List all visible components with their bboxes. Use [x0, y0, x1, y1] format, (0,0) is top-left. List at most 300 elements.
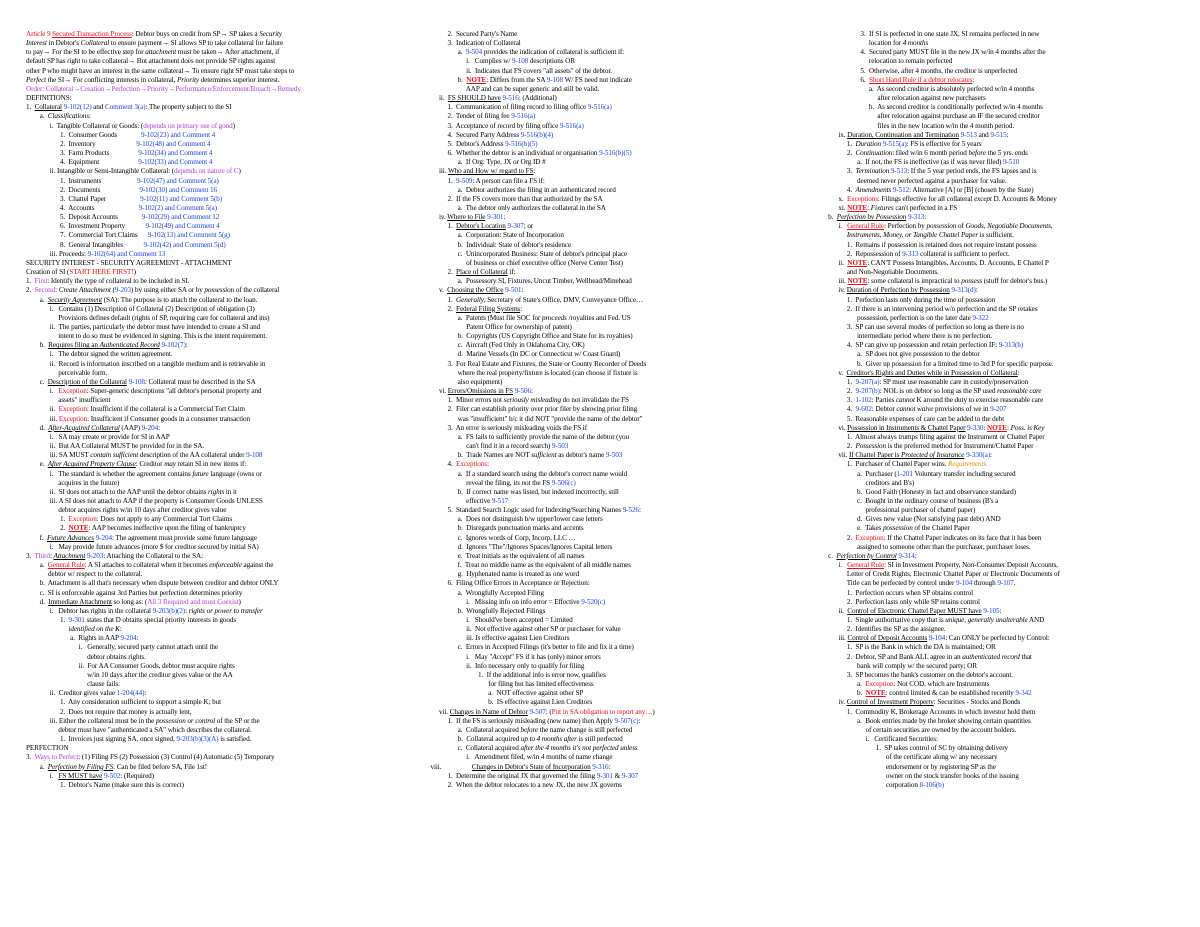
text-run: 1. — [818, 377, 856, 386]
outline-line — [26, 625, 408, 634]
text-run: 3. — [26, 753, 35, 762]
text-run: : AAP becomes ineffective upon the filing of bankruptcy — [88, 524, 246, 533]
text-run: 9-509 — [456, 176, 473, 185]
outline-line — [422, 680, 806, 689]
outline-line — [818, 350, 1182, 359]
outline-line — [26, 195, 408, 204]
text-run: so long as: ( — [111, 597, 148, 606]
text-run: Exception — [58, 405, 87, 414]
text-run: : — [1007, 423, 1011, 432]
outline-line — [422, 94, 806, 103]
text-run: a. — [26, 762, 48, 771]
text-run: as debtor's name — [556, 451, 606, 460]
text-run: a. The debtor only authorizes the collateral in the SA — [422, 203, 606, 212]
outline-line — [818, 67, 1182, 76]
text-run: 9-207(b) — [855, 387, 880, 396]
text-run: 1. Minor errors not — [422, 396, 504, 405]
text-run: 1. Commodity K, Brokerage Accounts in which investor hold them — [818, 707, 1036, 716]
outline-line — [422, 415, 806, 424]
text-run: language (owns or — [208, 469, 262, 478]
text-run: 9-203 — [86, 551, 104, 560]
text-run: 9-207 — [990, 405, 1007, 414]
text-run: is sufficient. — [978, 231, 1014, 240]
text-run: b. Giver up possession for a limited time to 3rd P for specific purpose. — [818, 359, 1054, 368]
text-run: where the real property/fixture is located (can choose if fixture is — [422, 368, 638, 377]
text-run: Poss. is Key — [1010, 423, 1045, 432]
outline-line — [26, 534, 408, 543]
outline-line — [818, 634, 1182, 643]
text-run: PERFECTION — [26, 744, 69, 753]
text-run: Protected of Insurance — [900, 451, 965, 460]
outline-line — [26, 30, 408, 39]
text-run: (AAP) — [119, 423, 142, 432]
outline-line — [422, 369, 806, 378]
text-run: 1. Communication of filing record to filing office — [422, 103, 588, 112]
text-run: Possession in Instruments & Chattel Paper — [847, 423, 966, 432]
text-run: a. Possessory SI, Fixtures, Uncut Timber, Wellhead/Minehead — [422, 277, 632, 286]
text-run: a. Wrongfully Accepted Filing — [422, 588, 544, 597]
outline-line — [422, 378, 806, 387]
text-run: : Collateral must be described in the SA — [144, 377, 256, 386]
text-run: 2. — [818, 533, 856, 542]
text-run: Continuation — [855, 149, 893, 158]
outline-line — [26, 451, 408, 460]
text-run: General Rule — [47, 561, 85, 570]
text-run: b. — [422, 75, 467, 84]
outline-line — [422, 405, 806, 414]
outline-line — [422, 424, 806, 433]
text-run: : — [608, 762, 611, 771]
outline-line — [26, 735, 408, 744]
outline-line — [26, 726, 408, 735]
text-run: 4 months — [902, 39, 929, 48]
text-run: ii. — [818, 258, 848, 267]
text-run: 9-108 — [546, 75, 564, 84]
text-run: Requires filing an — [48, 341, 100, 350]
text-run: in it — [224, 487, 237, 496]
outline-line — [818, 39, 1182, 48]
outline-line — [422, 717, 806, 726]
outline-line — [818, 140, 1182, 149]
outline-line — [818, 689, 1182, 698]
text-run: 3. Acceptance of record by filing office — [422, 121, 560, 130]
outline-line — [422, 103, 806, 112]
outline-line — [422, 286, 806, 295]
text-run: c. SI is enforceable against 3rd Parties but perfection determines priority — [26, 588, 243, 597]
text-run: : — [533, 167, 536, 176]
outline-line — [26, 579, 408, 588]
outline-line — [818, 94, 1182, 103]
text-run: 1-102 — [855, 396, 872, 405]
text-run: ii. — [26, 405, 59, 414]
text-run: a. If Org: Type, JX or Org ID # — [422, 158, 546, 167]
text-run: 9-506(c) — [551, 478, 576, 487]
text-run: Duration of Perfection by Possession — [846, 286, 950, 295]
outline-line — [26, 286, 408, 295]
text-run: b. Wrongfully Rejected Filings — [422, 606, 546, 615]
text-run: Creation of SI ( — [26, 268, 70, 277]
text-run: a. Corporation: State of Incorporation — [422, 231, 564, 240]
outline-line — [422, 387, 806, 396]
text-run: 2. — [818, 442, 856, 451]
text-run: Provisions defines default (rights of SP, requiring care for collateral and ins) — [26, 313, 270, 322]
text-run: a. — [26, 561, 48, 570]
text-run: 2. When the debtor relocates to a new JX, the new JX governs — [422, 780, 622, 789]
outline-line — [422, 515, 806, 524]
text-run: in Debtor's — [46, 39, 81, 48]
text-run: Control of Electronic Chattel Paper MUST have — [847, 606, 982, 615]
outline-line — [818, 314, 1182, 323]
text-run: Changes in Debtor's State of Incorporation — [471, 762, 591, 771]
outline-line — [422, 488, 806, 497]
outline-line — [422, 524, 806, 533]
outline-line — [26, 296, 408, 305]
text-run: through — [972, 579, 998, 588]
text-run: 9-102(47) and Comment 5(a) — [137, 176, 219, 185]
outline-line — [26, 653, 408, 662]
outline-line — [818, 534, 1182, 543]
text-run: : A SI attaches to collateral when it becomes — [84, 561, 210, 570]
text-run: Perfect — [26, 75, 47, 84]
outline-line — [422, 625, 806, 634]
outline-line — [818, 369, 1182, 378]
text-run: perceivable form. — [26, 368, 108, 377]
outline-line — [818, 195, 1182, 204]
outline-line — [26, 332, 408, 341]
outline-line — [422, 277, 806, 286]
text-run: 9-102(64) and Comment 13 — [87, 249, 166, 258]
text-run: i. Tangible Collateral or Goods: ( — [26, 121, 144, 130]
text-run: 9-313 — [907, 213, 925, 222]
text-run: 9-105 — [983, 606, 1000, 615]
outline-line — [26, 387, 408, 396]
text-run: Collateral — [80, 39, 110, 48]
text-run: 8-106(b) — [919, 780, 944, 789]
text-run: ii. Creditor gives value — [26, 689, 117, 698]
text-run: assigned to someone other than the purchaser, purchaser loses. — [818, 542, 1031, 551]
text-run: 9-520(c) — [581, 597, 606, 606]
text-run: ; or — [523, 222, 534, 231]
text-run: c. Unincorporated Business: State of debtor's principal place — [422, 249, 627, 258]
outline-line — [818, 616, 1182, 625]
text-run: : — [990, 451, 992, 460]
text-run: AND — [1027, 616, 1045, 624]
text-run: SECURITY INTEREST - SECURITY AGREEMENT - ATTACHMENT — [26, 258, 232, 267]
text-run: iv. — [818, 286, 847, 295]
text-run: i. Missing info on info error = Effective — [422, 597, 582, 606]
text-run: 9-516(b)(4) — [520, 130, 554, 139]
text-run: a. — [818, 680, 866, 689]
text-run: ii. But AA Collateral MUST be provided for in the SA. — [26, 442, 205, 451]
outline-line — [818, 131, 1182, 140]
text-run: Create Attachment — [58, 286, 111, 295]
text-run: Control of Investment Property — [846, 698, 934, 707]
text-run: a. FS fails to sufficiently provide the name of the debtor (you — [422, 432, 629, 441]
text-run: 2. Inventory — [26, 139, 137, 148]
text-run: 1. — [422, 295, 457, 304]
outline-line — [26, 506, 408, 515]
text-run: 1-201 — [896, 469, 913, 478]
text-run: 9-515 — [990, 130, 1007, 139]
outline-line — [422, 122, 806, 131]
text-run: 5. Deposit Accounts — [26, 213, 142, 222]
text-run: Short Hand Rule if a debtor relocates — [869, 75, 973, 84]
text-run: 9-104 — [928, 634, 946, 643]
text-run: corporation — [818, 780, 920, 789]
text-run: b. Attachment is all that's necessary when dispute between creditor and debtor ONLY — [26, 579, 279, 588]
outline-line — [818, 103, 1182, 112]
outline-line — [26, 763, 408, 772]
text-run: : SP must use reasonable care in custody/preservation — [879, 377, 1029, 386]
text-run: Exceptions — [456, 460, 487, 469]
outline-line — [26, 570, 408, 579]
text-run: Exception — [855, 533, 884, 542]
text-run: 9-507 — [529, 707, 546, 716]
text-run: Fixtures — [870, 203, 894, 212]
text-run: files in the new location w/in the 4 month period. — [818, 121, 1015, 130]
text-run: ) — [232, 121, 235, 130]
text-run: the 5 yrs. ends — [985, 149, 1028, 158]
outline-line — [26, 479, 408, 488]
text-run: before — [520, 725, 538, 734]
text-run: 6. Investment Property — [26, 222, 146, 231]
text-run: debtor acquires rights w/in 10 days after creditor gives value — [26, 506, 227, 515]
text-run: : Creditor — [135, 460, 165, 469]
outline-line — [818, 277, 1182, 286]
text-run: Duration — [855, 139, 881, 148]
text-run: 2. Identifies the SP as the assignee. — [818, 625, 946, 634]
text-run: : — [486, 460, 489, 469]
text-run: iii. — [818, 634, 848, 643]
outline-line — [818, 424, 1182, 433]
text-run: Instruments, Money, or Tangible Chattel Paper — [846, 231, 979, 240]
text-run: iii. — [26, 414, 59, 423]
text-run: Title can be perfected by control under — [818, 579, 957, 588]
text-run: 9-102(2) and Comment 5(a) — [138, 203, 217, 212]
text-run: b. Disregards punctuation marks and accents — [422, 524, 584, 533]
text-run: Comment 3(a) — [104, 103, 146, 112]
text-run: v. — [818, 368, 847, 377]
text-run: 9-316 — [592, 762, 609, 771]
text-run: : Insufficient if the collateral is a Commercial Tort Claim — [86, 405, 245, 414]
text-run: seriously misleading — [503, 396, 561, 405]
outline-line — [422, 735, 806, 744]
text-run: to ensure payment→ SI allows SP to take collateral for failure — [109, 39, 284, 48]
text-run: 9-503 — [552, 442, 569, 451]
text-run: 4. Secured party MUST file in the new JX w/in 4 months after the — [818, 48, 1046, 57]
outline-line — [422, 259, 806, 268]
text-run: vii. — [422, 707, 450, 716]
text-run: d. — [26, 423, 49, 432]
text-run: 9-516 — [502, 94, 519, 103]
text-run: depends on primary use of good — [143, 121, 233, 130]
text-run: a. Debtor authorizes the filing in an authenticated record — [422, 185, 616, 194]
outline-line — [422, 598, 806, 607]
outline-line — [26, 616, 408, 625]
text-run: do not invalidate the FS — [560, 396, 629, 405]
text-run: : — [999, 606, 1002, 615]
text-run: 9-513 — [890, 167, 908, 176]
text-run: contain sufficient — [90, 451, 139, 460]
outline-line — [818, 726, 1182, 735]
text-run: 9-102(34) and Comment 4 — [138, 149, 213, 158]
text-run: i. — [818, 222, 848, 231]
text-run: 5. Debtor's Address — [422, 139, 506, 148]
text-run: NOTE — [466, 75, 487, 84]
outline-line — [422, 314, 806, 323]
text-run: e. — [26, 460, 48, 469]
outline-line — [818, 222, 1182, 231]
outline-line — [26, 341, 408, 350]
outline-line — [818, 149, 1182, 158]
outline-line — [26, 140, 408, 149]
outline-line — [818, 250, 1182, 259]
text-run: Federal Filing Systems — [456, 304, 521, 313]
outline-line — [818, 332, 1182, 341]
outline-line — [818, 360, 1182, 369]
text-run: ii. — [818, 606, 848, 615]
text-run: 9-515(a) — [882, 139, 907, 148]
outline-line — [422, 222, 806, 231]
outline-line — [26, 378, 408, 387]
text-run: Who and How w/ regard to FS — [447, 167, 534, 176]
text-run: Perfection by Filing FS — [47, 762, 114, 771]
outline-line — [26, 131, 408, 140]
text-run: possession — [926, 222, 957, 231]
text-run: 1. SP is the Bank in which the DA is maintained; OR — [818, 643, 996, 652]
text-run: debtor obtains rights. — [26, 652, 146, 661]
text-run: 6. Filing Office Errors in Acceptance or Rejection: — [422, 579, 590, 588]
text-run: Classifications — [47, 112, 89, 121]
text-run: its not — [513, 478, 531, 487]
outline-line — [422, 653, 806, 662]
outline-line — [26, 744, 408, 753]
outline-line — [818, 30, 1182, 39]
outline-line — [422, 470, 806, 479]
text-run: : NOL is on debtor so long as the SP used — [879, 387, 998, 396]
text-run: d. Marine Vessels (In DC or Connecticut w/ Coast Guard) — [422, 350, 621, 359]
text-run: 4. Equipment — [26, 158, 139, 167]
text-run: 9-108 — [511, 57, 529, 66]
outline-line — [818, 387, 1182, 396]
outline-line — [26, 442, 408, 451]
text-run: iv. — [422, 213, 448, 222]
text-run: : Alternative [A] or [B] (chosen by the State) — [909, 185, 1034, 194]
outline-line — [26, 369, 408, 378]
text-run: 2. Perfection lasts only while SP retains control — [818, 597, 980, 606]
outline-line — [818, 296, 1182, 305]
text-run: a. Rights in AAP — [26, 634, 121, 643]
text-run: 2. Filer can establish priority over prior filer by showing prior filing — [422, 405, 638, 414]
text-run: creditors and B's) — [818, 478, 915, 487]
outline-line — [818, 241, 1182, 250]
text-run: 9-102(11) and Comment 5(b) — [140, 194, 223, 203]
text-run: Perfection by Control — [836, 551, 897, 560]
outline-line — [818, 753, 1182, 762]
outline-line — [422, 195, 806, 204]
text-run: 8. General Intangibles — [26, 240, 144, 249]
text-run: : — [924, 213, 927, 222]
outline-line — [26, 158, 408, 167]
outline-line — [26, 76, 408, 85]
text-run: b. — [818, 689, 866, 698]
text-run: , Secretary of State's Office, DMV, Conveyance Office… — [483, 295, 644, 304]
text-run: : — [914, 551, 917, 560]
text-run: professional purchaser of chattel paper) — [818, 506, 976, 515]
text-run: iii. SA MUST — [26, 451, 91, 460]
text-run: of the Chattel Paper — [912, 524, 970, 533]
text-run: : Can ONLY be perfected by Control: — [945, 634, 1050, 643]
text-run: Attachment — [53, 551, 86, 560]
text-run: FS MUST have — [58, 771, 103, 780]
outline-line — [422, 753, 806, 762]
text-run: 9-510 — [1002, 158, 1020, 167]
text-run: rights or power to transfer — [188, 606, 263, 615]
text-run: 1. If the FS is seriously misleading (new name) then Apply — [422, 716, 615, 725]
outline-line — [26, 488, 408, 497]
text-run: c. Errors in Accepted Filings (it's better to file and fix it a time) — [422, 643, 634, 652]
text-run: debtor must have "authenticated a SA" which describes the collateral. — [26, 725, 252, 734]
text-run: ) — [238, 167, 241, 176]
outline-line — [26, 250, 408, 259]
text-run: 7. Commercial Tort Claims — [26, 231, 148, 240]
text-run: unique, generally unalterable — [945, 616, 1028, 624]
text-run: 9-503 — [605, 451, 623, 460]
text-run: a. — [26, 295, 48, 304]
outline-line — [422, 48, 806, 57]
text-run: : — [975, 286, 978, 295]
outline-line — [422, 708, 806, 717]
outline-line — [422, 570, 806, 579]
text-run: i. May provide future advances (more $ for creditor secured by initial SA) — [26, 542, 259, 551]
text-run: of the collateral — [234, 286, 280, 295]
text-run: i. — [26, 387, 59, 396]
text-run: 9-301 — [68, 616, 85, 624]
text-run: 9-301 — [487, 213, 504, 222]
text-run: : Differs from the SA — [486, 75, 547, 84]
text-run: if: — [507, 268, 516, 277]
text-run: c. Aircraft (Fed Only in Oklahoma City, OK) — [422, 341, 585, 350]
text-run: c. Bought in the ordinary course of business (B's a — [818, 496, 999, 505]
outline-line — [26, 177, 408, 186]
outline-line — [26, 515, 408, 524]
outline-line — [422, 30, 806, 39]
text-run: g. Hyphenated name is treated as one word — [422, 570, 579, 579]
text-run: a. NOT effective against other SP — [422, 689, 584, 698]
text-run: iv. — [818, 698, 847, 707]
outline-line — [26, 552, 408, 561]
text-run: 1-204(44) — [116, 689, 145, 698]
outline-line — [422, 149, 806, 158]
text-run: 9-502 — [103, 771, 121, 780]
text-run: 3. SP can use several modes of perfection so long as there is no — [818, 323, 1024, 331]
outline-line — [26, 149, 408, 158]
outline-line — [818, 76, 1182, 85]
text-run: : — [638, 506, 641, 515]
outline-line — [818, 48, 1182, 57]
text-run: If Chattel Paper is — [849, 451, 901, 460]
text-run: 9-314 — [898, 551, 915, 560]
text-run: a. — [26, 112, 48, 121]
text-run: ix. — [818, 130, 848, 139]
text-run: Security — [259, 30, 282, 38]
outline-line — [26, 662, 408, 671]
text-run: may — [164, 460, 176, 469]
text-run: vi. — [818, 423, 848, 432]
text-run: 4. Secured Party Address — [422, 130, 521, 139]
outline-line — [818, 598, 1182, 607]
text-run: a. Book entries made by the broker showing certain quantities — [818, 716, 1031, 725]
